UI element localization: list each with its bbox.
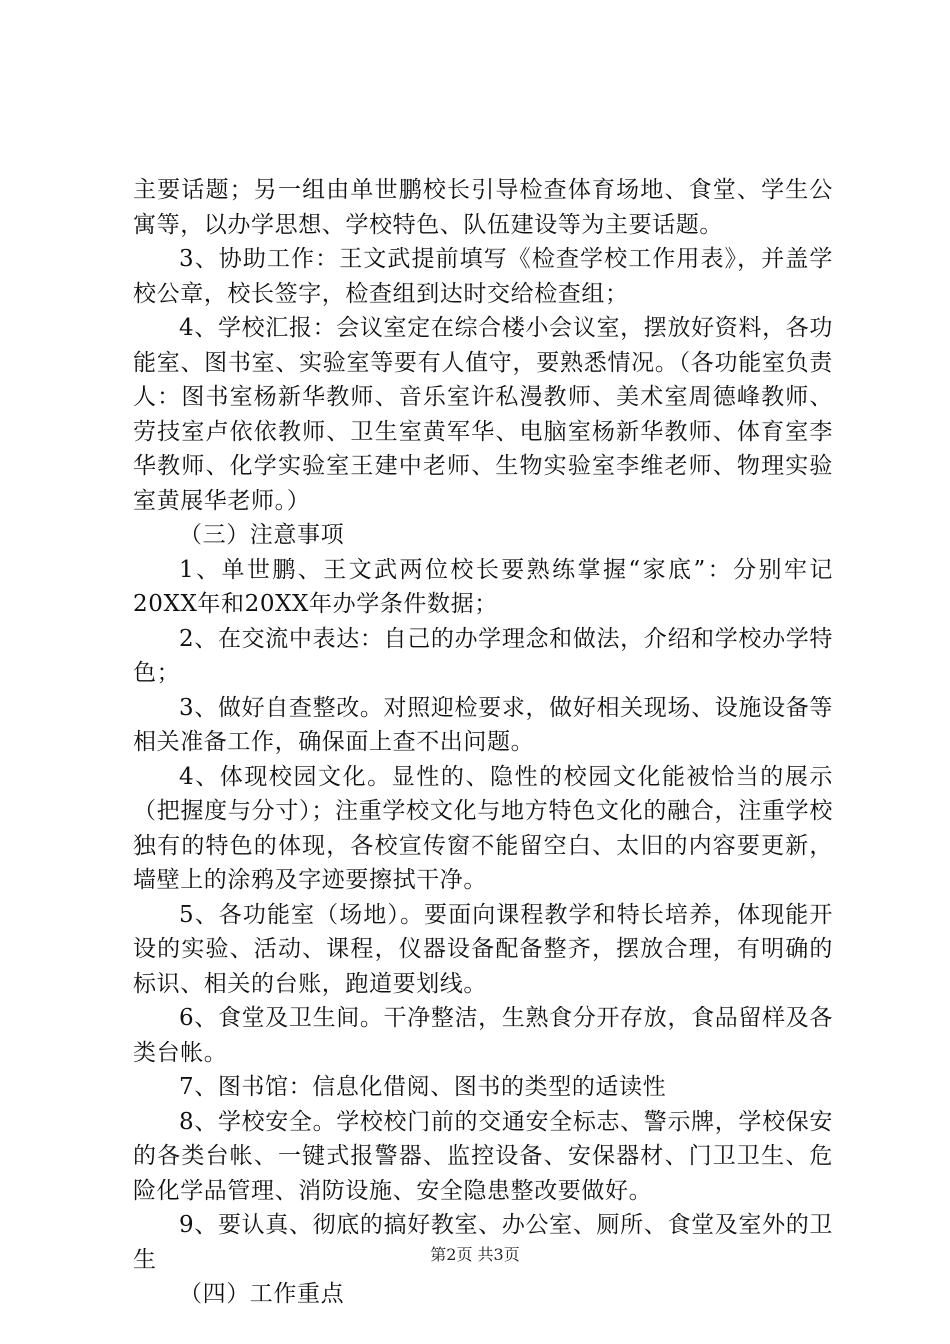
paragraph-note-1: 1、单世鹏、王文武两位校长要熟练掌握“家底”：分别牢记20XX年和20XX年办学条件数据； [133, 556, 833, 617]
section-heading-3: （三）注意事项 [179, 522, 345, 548]
paragraph-note-5: 5、各功能室（场地）。要面向课程教学和特长培养，体现能开设的实验、活动、课程，仪器设备配备整齐，摆放合理，有明确的标识、相关的台账，跑道要划线。 [133, 901, 833, 997]
page-footer [0, 1245, 950, 1265]
document-body [133, 173, 833, 1312]
paragraph-note-9: 9、要认真、彻底的搞好教室、办公室、厕所、食堂及室外的卫生 [133, 1212, 833, 1273]
section-heading-4: （四）工作重点 [179, 1281, 345, 1307]
paragraph-note-8: 8、学校安全。学校校门前的交通安全标志、警示牌，学校保安的各类台帐、一键式报警器、监控设备、安保器材、门卫卫生、危险化学品管理、消防设施、安全隐患整改要做好。 [133, 1108, 833, 1204]
paragraph-note-7: 7、图书馆：信息化借阅、图书的类型的适读性 [179, 1074, 667, 1100]
paragraph-note-4: 4、体现校园文化。显性的、隐性的校园文化能被恰当的展示（把握度与分寸）；注重学校文化与地方特色文化的融合，注重学校独有的特色的体现，各校宣传窗不能留空白、太旧的内容要更新，墙壁上的涂鸦及字迹要擦拭干净。 [133, 763, 833, 893]
paragraph-item-3: 3、协助工作：王文武提前填写《检查学校工作用表》，并盖学校公章，校长签字，检查组到达时交给检查组； [133, 246, 833, 307]
paragraph-item-4: 4、学校汇报：会议室定在综合楼小会议室，摆放好资料，各功能室、图书室、实验室等要有人值守，要熟悉情况。（各功能室负责人：图书室杨新华教师、音乐室许私漫教师、美术室周德峰教师、劳技室卢依依教师、卫生室黄军华、电脑室杨新华教师、体育室李华教师、化学实验室王建中老师、生物实验室李维老师、物理实验室黄展华老师。） [133, 315, 833, 514]
paragraph-note-2: 2、在交流中表达：自己的办学理念和做法，介绍和学校办学特色； [133, 625, 833, 686]
paragraph-continuation: 主要话题；另一组由单世鹏校长引导检查体育场地、食堂、学生公寓等，以办学思想、学校特色、队伍建设等为主要话题。 [133, 177, 833, 238]
page-number-label: 第2页 共3页 [430, 1245, 520, 1264]
paragraph-note-3: 3、做好自查整改。对照迎检要求，做好相关现场、设施设备等相关准备工作，确保面上查不出问题。 [133, 694, 833, 755]
paragraph-note-6: 6、食堂及卫生间。干净整洁，生熟食分开存放，食品留样及各类台帐。 [133, 1005, 833, 1066]
